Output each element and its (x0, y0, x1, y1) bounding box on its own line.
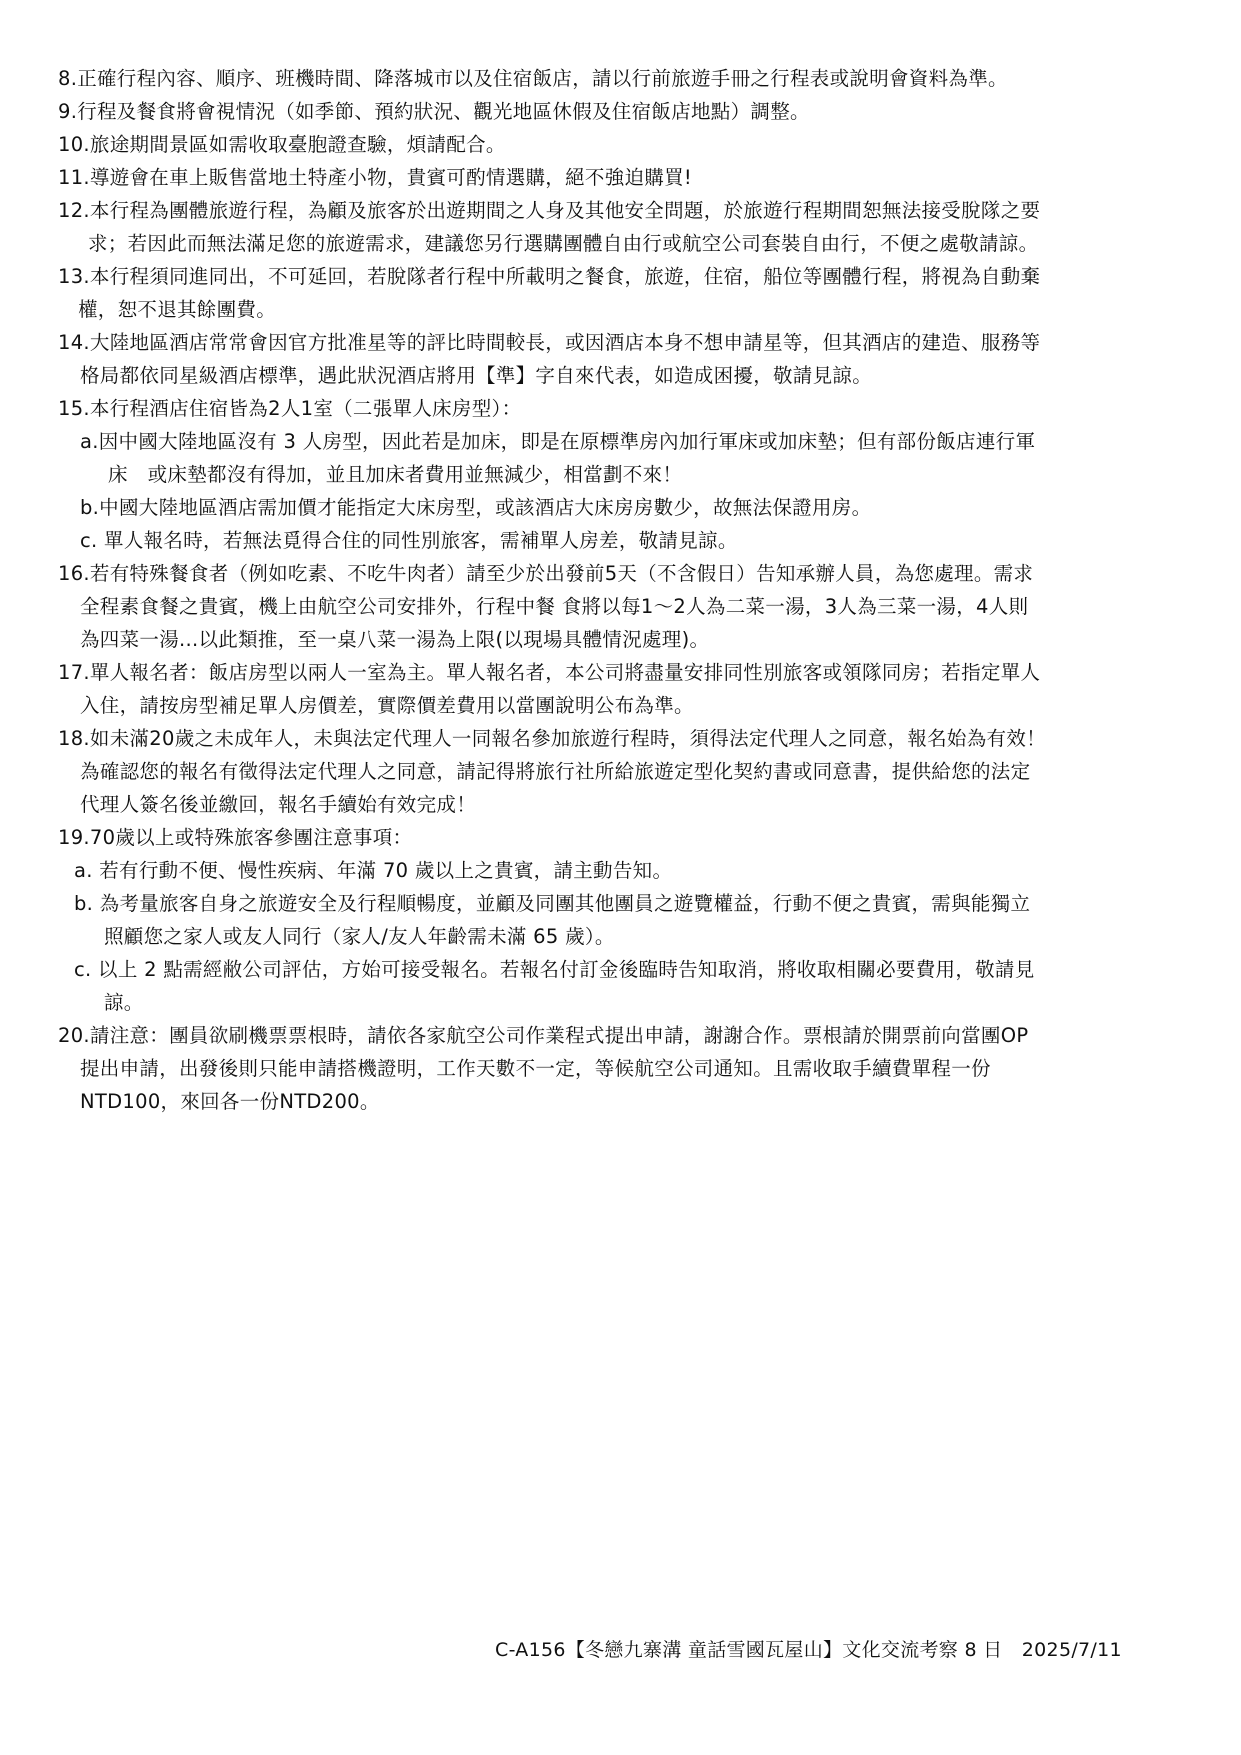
note-line: 15.本行程酒店住宿皆為2人1室（二張單人床房型）： (58, 397, 522, 420)
note-line: 床 或床墊都沒有得加，並且加床者費用並無減少，相當劃不來！ (108, 463, 683, 486)
note-line: 14.大陸地區酒店常常會因官方批准星等的評比時間較長，或因酒店本身不想申請星等，但其酒店的建造、服務等 (58, 331, 1041, 354)
note-line: 20.請注意：團員欲刷機票票根時，請依各家航空公司作業程式提出申請，謝謝合作。票根請於開票前向當團OP (58, 1024, 1029, 1047)
note-line: 10.旅途期間景區如需收取臺胞證查驗，煩請配合。 (58, 133, 506, 156)
note-line: 諒。 (104, 991, 144, 1014)
note-line: 全程素食餐之貴賓，機上由航空公司安排外，行程中餐 食將以每1～2人為二菜一湯，3人為三菜一湯，4人則 (80, 595, 1029, 618)
note-line: 權，恕不退其餘團費。 (78, 298, 277, 321)
note-line: 17.單人報名者：飯店房型以兩人一室為主。單人報名者，本公司將盡量安排同性別旅客或領隊同房；若指定單人 (58, 661, 1041, 684)
note-line: a.因中國大陸地區沒有 3 人房型，因此若是加床，即是在原標準房內加行軍床或加床墊；但有部份飯店連行軍 (80, 430, 1036, 453)
note-line: 入住，請按房型補足單人房價差，實際價差費用以當團說明公布為準。 (80, 694, 694, 717)
note-line: 8.正確行程內容、順序、班機時間、降落城市以及住宿飯店，請以行前旅遊手冊之行程表或說明會資料為準。 (58, 67, 1008, 90)
note-line: 格局都依同星級酒店標準，遇此狀況酒店將用【準】字自來代表，如造成困擾，敬請見諒。 (80, 364, 873, 387)
note-line: 13.本行程須同進同出，不可延回，若脫隊者行程中所載明之餐食，旅遊，住宿，船位等團體行程，將視為自動棄 (58, 265, 1041, 288)
note-line: 求；若因此而無法滿足您的旅遊需求，建議您另行選購團體自由行或航空公司套裝自由行，不便之處敬請諒。 (88, 232, 1039, 255)
note-line: 提出申請，出發後則只能申請搭機證明，工作天數不一定，等候航空公司通知。且需收取手續費單程一份 (80, 1057, 991, 1080)
note-line: 為確認您的報名有徵得法定代理人之同意，請記得將旅行社所給旅遊定型化契約書或同意書，提供給您的法定 (80, 760, 1031, 783)
note-line: NTD100，來回各一份NTD200。 (80, 1090, 380, 1113)
note-line: a. 若有行動不便、慢性疾病、年滿 70 歲以上之貴賓，請主動告知。 (74, 859, 673, 882)
note-line: b. 為考量旅客自身之旅遊安全及行程順暢度，並顧及同團其他團員之遊覽權益，行動不便之貴賓，需與能獨立 (74, 892, 1031, 915)
note-line: 9.行程及餐食將會視情況（如季節、預約狀況、觀光地區休假及住宿飯店地點）調整。 (58, 100, 810, 123)
notes-list (58, 62, 1188, 1118)
note-line: c. 以上 2 點需經敝公司評估，方始可接受報名。若報名付訂金後臨時告知取消，將收取相關必要費用，敬請見 (74, 958, 1035, 981)
note-line: b.中國大陸地區酒店需加價才能指定大床房型，或該酒店大床房房數少，故無法保證用房。 (80, 496, 872, 519)
note-line: 為四菜一湯...以此類推，至一桌八菜一湯為上限(以現場具體情況處理)。 (80, 628, 710, 651)
note-line: 12.本行程為團體旅遊行程，為顧及旅客於出遊期間之人身及其他安全問題，於旅遊行程期間恕無法接受脫隊之要 (58, 199, 1041, 222)
note-line: 16.若有特殊餐食者（例如吃素、不吃牛肉者）請至少於出發前5天（不含假日）告知承辦人員，為您處理。需求 (58, 562, 1034, 585)
note-line: 11.導遊會在車上販售當地土特產小物，貴賓可酌情選購，絕不強迫購買! (58, 166, 693, 189)
note-line: 照顧您之家人或友人同行（家人/友人年齡需未滿 65 歲）。 (104, 925, 615, 948)
note-line: c. 單人報名時，若無法覓得合住的同性別旅客，需補單人房差，敬請見諒。 (80, 529, 738, 552)
note-line: 18.如未滿20歲之未成年人，未與法定代理人一同報名參加旅遊行程時，須得法定代理人之同意，報名始為有效！ (58, 727, 1046, 750)
note-line: 19.70歲以上或特殊旅客參團注意事項： (58, 826, 413, 849)
page-footer: C-A156【冬戀九寨溝 童話雪國瓦屋山】文化交流考察 8 日 2025/7/11 (495, 1639, 1122, 1661)
note-line: 代理人簽名後並繳回，報名手續始有效完成！ (80, 793, 477, 816)
